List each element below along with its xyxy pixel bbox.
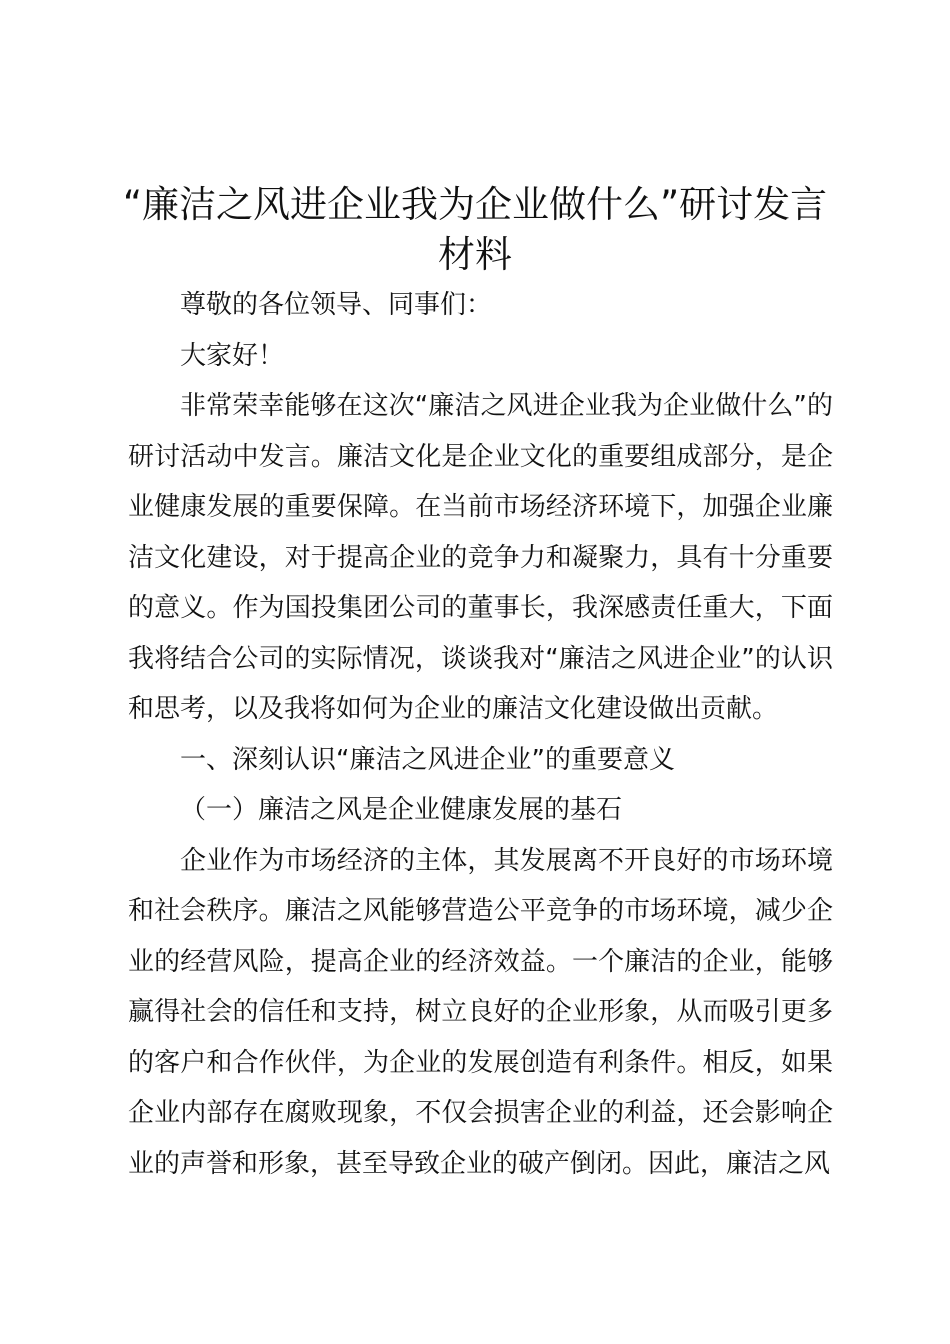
document-title-line-1: “廉洁之风进企业我为企业做什么”研讨发言 [122,183,828,226]
document-body [128,280,833,1189]
section-heading-1: 一、深刻认识“廉洁之风进企业”的重要意义 [180,744,675,775]
subsection-heading-1: （一）廉洁之风是企业健康发展的基石 [180,795,623,825]
document-title-line-2: 材料 [438,233,512,276]
intro-paragraph: 非常荣幸能够在这次“廉洁之风进企业我为企业做什么”的研讨活动中发言。廉洁文化是企业文化的重要组成部分，是企业健康发展的重要保障。在当前市场经济环境下，加强企业廉洁文化建设，对于提高企业的竞争力和凝聚力，具有十分重要的意义。作为国投集团公司的董事长，我深感责任重大，下面我将结合公司的实际情况，谈谈我对“廉洁之风进企业”的认识和思考，以及我将如何为企业的廉洁文化建设做出贡献。 [128,391,833,724]
salutation: 尊敬的各位领导、同事们： [180,290,493,320]
document-title [110,180,840,280]
subsection-1-paragraph: 企业作为市场经济的主体，其发展离不开良好的市场环境和社会秩序。廉洁之风能够营造公平竞争的市场环境，减少企业的经营风险，提高企业的经济效益。一个廉洁的企业，能够赢得社会的信任和支持，树立良好的企业形象，从而吸引更多的客户和合作伙伴，为企业的发展创造有利条件。相反，如果企业内部存在腐败现象，不仅会损害企业的利益，还会影响企业的声誉和形象，甚至导致企业的破产倒闭。因此，廉洁之风 [128,845,833,1179]
greeting: 大家好！ [180,340,285,371]
